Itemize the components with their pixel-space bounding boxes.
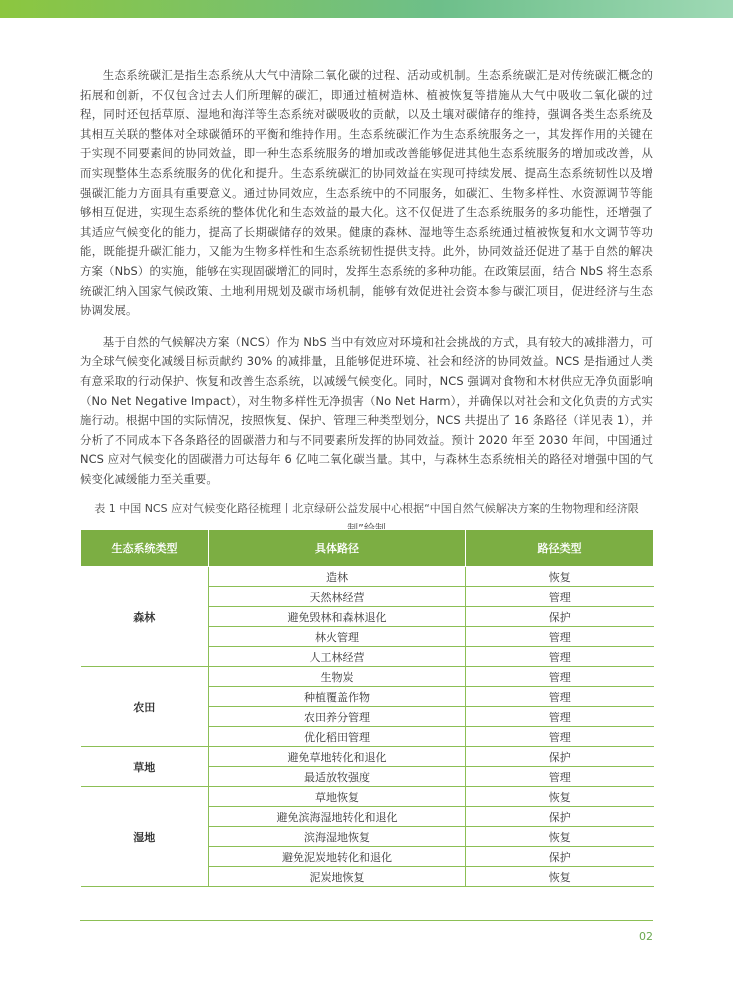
cell-path-type: 管理 <box>466 667 654 687</box>
paragraph-2: 基于自然的气候解决方案（NCS）作为 NbS 当中有效应对环境和社会挑战的方式，具有较大的减排潜力，可为全球气候变化减缓目标贡献约 30% 的减排量，且能够促进环境、社会和经济的协同效益。NCS 是指通过人类有意采取的行动保护、恢复和改善生态系统，以减缓气候变化。同时，NCS 强调对食物和木材供应无净负面影响（No Net Negative Impact），对生物多样性无净损害（No Net Harm），并确保以对社会和文化负责的方式实施行动。根据中国的实际情况，按照恢复、保护、管理三种类型划分，NCS 共提出了 16 条路径（详见表 1），并分析了不同成本下各条路径的固碳潜力和与不同要素所发挥的协同效益。预计 2020 年至 2030 年间，中国通过 NCS 应对气候变化的固碳潜力可达每年 6 亿吨二氧化碳当量。其中，与森林生态系统相关的路径对增强中国的气候变化减缓能力至关重要。 <box>80 334 653 486</box>
page-number: 02 <box>639 930 653 943</box>
cell-path-type: 保护 <box>466 847 654 867</box>
cell-specific-path: 避免滨海湿地转化和退化 <box>209 807 466 827</box>
cell-path-type: 恢复 <box>466 867 654 887</box>
cell-specific-path: 避免草地转化和退化 <box>209 747 466 767</box>
cell-specific-path: 泥炭地恢复 <box>209 867 466 887</box>
footer-divider <box>80 920 653 921</box>
cell-specific-path: 林火管理 <box>209 627 466 647</box>
cell-ecosystem-type: 农田 <box>81 667 209 747</box>
cell-path-type: 管理 <box>466 647 654 667</box>
cell-path-type: 保护 <box>466 807 654 827</box>
table-row <box>81 787 654 807</box>
cell-ecosystem-type: 湿地 <box>81 787 209 887</box>
header-ecosystem-type: 生态系统类型 <box>81 530 209 567</box>
header-specific-path: 具体路径 <box>209 530 466 567</box>
header-path-type: 路径类型 <box>466 530 654 567</box>
cell-specific-path: 滨海湿地恢复 <box>209 827 466 847</box>
table-row <box>81 667 654 687</box>
cell-path-type: 管理 <box>466 587 654 607</box>
cell-specific-path: 避免泥炭地转化和退化 <box>209 847 466 867</box>
cell-specific-path: 人工林经营 <box>209 647 466 667</box>
cell-path-type: 保护 <box>466 607 654 627</box>
cell-ecosystem-type: 草地 <box>81 747 209 787</box>
cell-path-type: 恢复 <box>466 827 654 847</box>
cell-specific-path: 避免毁林和森林退化 <box>209 607 466 627</box>
cell-specific-path: 生物炭 <box>209 667 466 687</box>
cell-specific-path: 种植覆盖作物 <box>209 687 466 707</box>
cell-path-type: 保护 <box>466 747 654 767</box>
paragraph-1: 生态系统碳汇是指生态系统从大气中清除二氧化碳的过程、活动或机制。生态系统碳汇是对传统碳汇概念的拓展和创新，不仅包含过去人们所理解的碳汇，即通过植树造林、植被恢复等措施从大气中吸收二氧化碳的过程，同时还包括草原、湿地和海洋等生态系统对碳吸收的贡献，以及土壤对碳储存的维持，强调各类生态系统及其相互关联的整体对全球碳循环的平衡和维持作用。生态系统碳汇作为生态系统服务之一，其发挥作用的关键在于实现不同要素间的协同效益，即一种生态系统服务的增加或改善能够促进其他生态系统服务的增加或改善，从而实现整体生态系统服务的优化和提升。生态系统碳汇的协同效益在实现可持续发展、提高生态系统韧性以及增强碳汇能力方面具有重要意义。通过协同效应，生态系统中的不同服务，如碳汇、生物多样性、水资源调节等能够相互促进，实现生态系统的整体优化和生态效益的最大化。这不仅促进了生态系统服务的多功能性，还增强了其适应气候变化的能力，提高了长期碳储存的效果。健康的森林、湿地等生态系统通过植被恢复和水文调节等功能，既能提升碳汇能力，又能为生物多样性和生态系统韧性提供支持。此外，协同效益还促进了基于自然的解决方案（NbS）的实施，能够在实现固碳增汇的同时，发挥生态系统的多种功能。在政策层面，结合 NbS 将生态系统碳汇纳入国家气候政策、土地利用规划及碳市场机制，能够有效促进社会资本参与碳汇项目，促进经济与生态协调发展。 <box>80 68 653 318</box>
table-body <box>81 567 654 887</box>
top-decorative-bar <box>0 0 733 18</box>
cell-specific-path: 最适放牧强度 <box>209 767 466 787</box>
body-text <box>80 66 653 539</box>
table-header-row <box>81 530 654 567</box>
cell-path-type: 恢复 <box>466 787 654 807</box>
cell-specific-path: 草地恢复 <box>209 787 466 807</box>
cell-ecosystem-type: 森林 <box>81 567 209 667</box>
table-row <box>81 747 654 767</box>
cell-path-type: 管理 <box>466 687 654 707</box>
cell-specific-path: 造林 <box>209 567 466 587</box>
cell-path-type: 管理 <box>466 767 654 787</box>
cell-path-type: 管理 <box>466 707 654 727</box>
table-caption: 表 1 中国 NCS 应对气候变化路径梳理丨北京绿研公益发展中心根据“中国自然气候解决方案的生物物理和经济限 <box>94 502 639 516</box>
table-row <box>81 567 654 587</box>
cell-path-type: 恢复 <box>466 567 654 587</box>
ncs-pathway-table <box>80 529 654 887</box>
cell-specific-path: 天然林经营 <box>209 587 466 607</box>
cell-path-type: 管理 <box>466 627 654 647</box>
cell-path-type: 管理 <box>466 727 654 747</box>
cell-specific-path: 农田养分管理 <box>209 707 466 727</box>
cell-specific-path: 优化稻田管理 <box>209 727 466 747</box>
